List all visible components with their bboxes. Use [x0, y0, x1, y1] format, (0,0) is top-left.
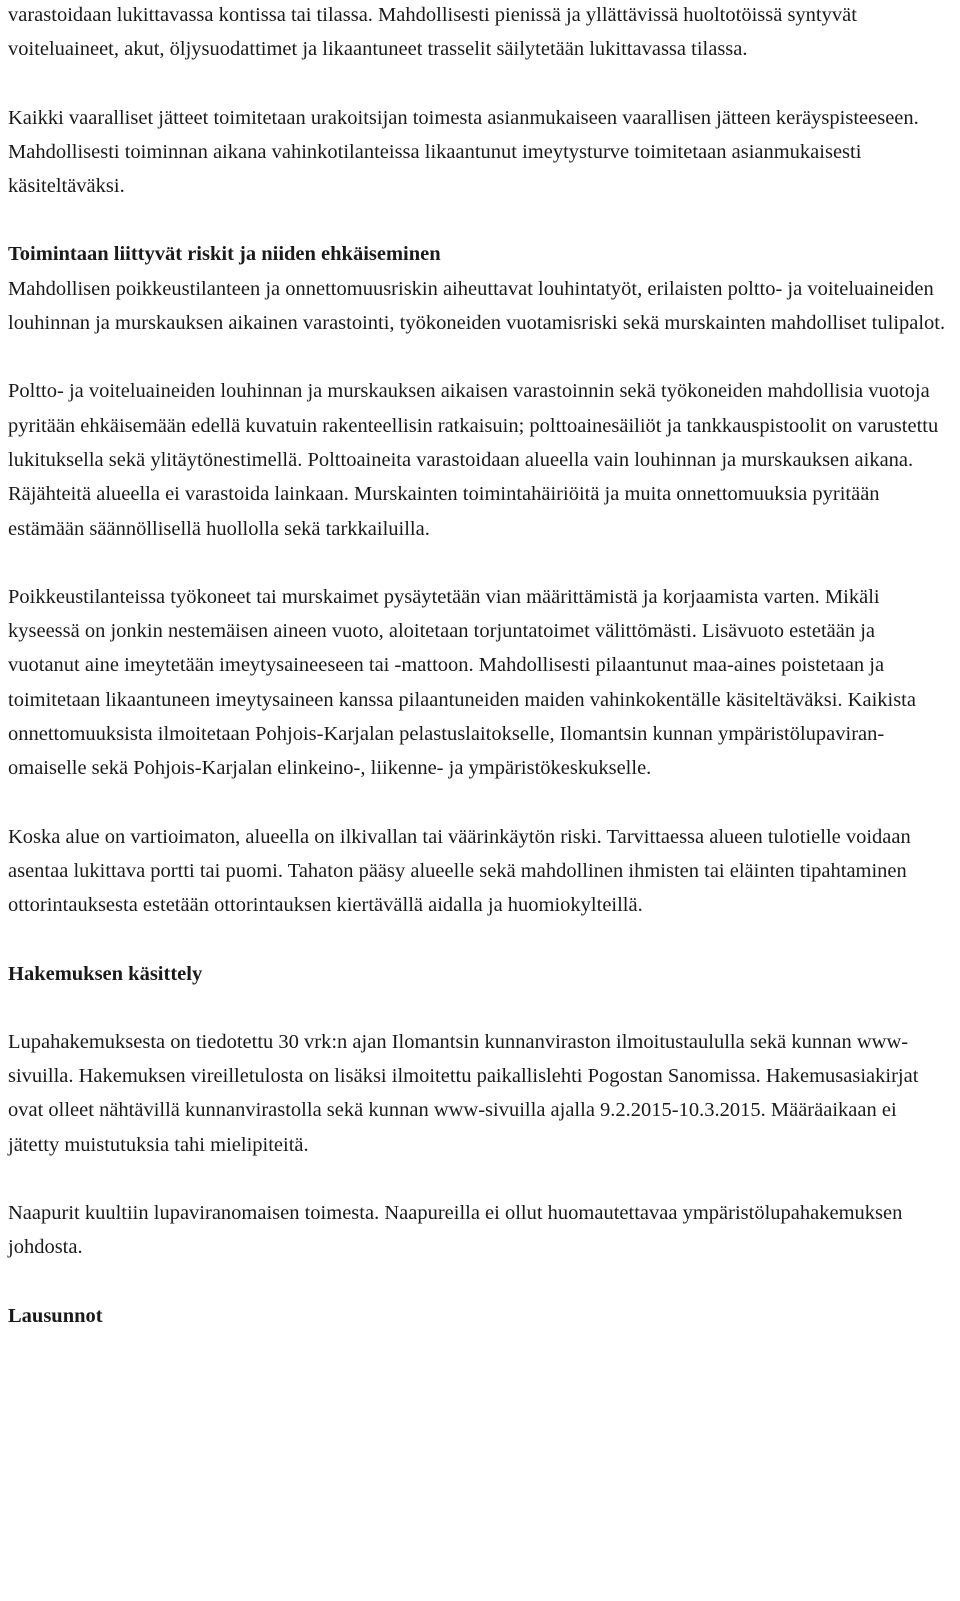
heading-processing: Hakemuksen käsittely — [8, 962, 203, 985]
paragraph-storage: varastoidaan lukittavassa kontissa tai tilassa. Mahdollisesti pienissä ja yllättävissä huoltotöissä syntyvät voiteluaineet, akut, öljysuodattimet ja likaantuneet trasselit säilytetään lukittavassa tilassa. — [8, 4, 857, 61]
paragraph-risk-sources: Mahdollisen poikkeustilanteen ja onnettomuusriskin aiheuttavat louhintatyöt, erilaisten poltto- ja voiteluaineiden louhinnan ja murskauksen aikainen varastointi, työkoneiden vuotamisriski sekä murskainten mahdolliset tulipalot. — [8, 277, 946, 335]
document-page — [8, 0, 948, 1333]
section-risks — [8, 237, 948, 340]
paragraph-hazardous-waste: Kaikki vaaralliset jätteet toimitetaan urakoitsijan toimesta asianmukaiseen vaarallisen jätteen keräyspisteeseen. Mahdollisesti toiminnan aikana vahinkotilanteissa likaantunut imeytysturve toimitetaan asianmukaisesti käsiteltäväksi. — [8, 106, 919, 198]
heading-risks: Toimintaan liittyvät riskit ja niiden ehkäiseminen — [8, 243, 441, 266]
paragraph-exceptions: Poikkeustilanteissa työkoneet tai murskaimet pysäytetään vian määrittämistä ja korjaamista varten. Mikäli kyseessä on jonkin nestemäisen aineen vuoto, aloitetaan torjuntatoimet välittömästi. Lisävuoto estetään ja vuotanut aine imeytetään imeytysaineeseen tai -mattoon. Mahdollisesti pilaantunut maa-aines poistetaan ja toimitetaan likaantuneen imeytysaineen kanssa pilaantuneiden maiden vahinkokentälle käsiteltäväksi. Kaikista onnettomuuksista ilmoitetaan Pohjois-Karjalan pelastuslaitokselle, Ilomantsin kunnan ympäristölupaviran-omaiselle sekä Pohjois-Karjalan elinkeino-, liikenne- ja ympäristökeskukselle. — [8, 585, 916, 780]
heading-statements: Lausunnot — [8, 1304, 103, 1327]
paragraph-vandalism: Koska alue on vartioimaton, alueella on ilkivallan tai väärinkäytön riski. Tarvittaessa alueen tulotielle voidaan asentaa lukittava portti tai puomi. Tahaton pääsy alueelle sekä mahdollinen ihmisten tai eläinten tipahtaminen ottorintauksesta estetään ottorintauksen kiertävällä aidalla ja huomiokylteillä. — [8, 825, 911, 917]
paragraph-prevention: Poltto- ja voiteluaineiden louhinnan ja murskauksen aikaisen varastoinnin sekä työkoneiden mahdollisia vuotoja pyritään ehkäisemään edellä kuvatuin rakenteellisin ratkaisuin; polttoainesäiliöt ja tankkauspistoolit on varustettu lukituksella sekä ylitäytönestimellä. Polttoaineita varastoidaan alueella vain louhinnan ja murskauksen aikana. Räjähteitä alueella ei varastoida lainkaan. Murskainten toimintahäiriöitä ja muita onnettomuuksia pyritään estämään säännöllisellä huollolla sekä tarkkailuilla. — [8, 380, 939, 540]
paragraph-announcement: Lupahakemuksesta on tiedotettu 30 vrk:n ajan Ilomantsin kunnanviraston ilmoitustaululla sekä kunnan www-sivuilla. Hakemuksen vireilletulosta on lisäksi ilmoitettu paikallislehti Pogostan Sanomissa. Hakemusasiakirjat ovat olleet nähtävillä kunnanvirastolla sekä kunnan www-sivuilla ajalla 9.2.2015-10.3.2015. Määräaikaan ei jätetty muistutuksia tahi mielipiteitä. — [8, 1030, 919, 1156]
paragraph-neighbours: Naapurit kuultiin lupaviranomaisen toimesta. Naapureilla ei ollut huomautettavaa ympäristölupahakemuksen johdosta. — [8, 1202, 903, 1259]
